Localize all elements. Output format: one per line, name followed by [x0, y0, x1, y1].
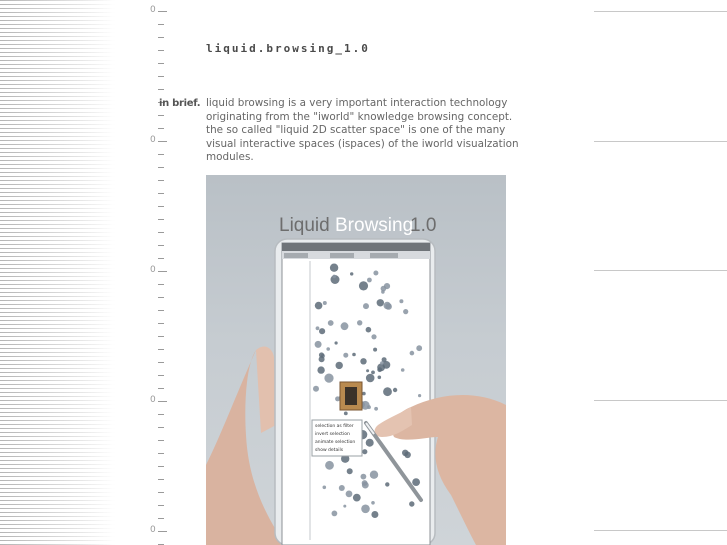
scatter-dot	[416, 345, 422, 351]
context-menu-item: invert selection	[315, 432, 350, 437]
logo-liquid: Liquid	[279, 215, 330, 236]
scatter-dot	[332, 511, 338, 517]
scatter-dot	[319, 328, 325, 334]
device-select	[284, 253, 308, 258]
scatter-dot	[325, 461, 334, 470]
scatter-dot	[361, 505, 370, 514]
scatter-dot	[371, 501, 375, 505]
scatter-dot	[323, 486, 327, 490]
scatter-dot	[393, 388, 397, 392]
scatter-dot	[328, 320, 334, 326]
brief-text	[206, 97, 526, 165]
scatter-dot	[373, 348, 377, 352]
ruler-tick	[158, 128, 164, 129]
scatter-dot	[350, 272, 353, 275]
scatter-dot	[381, 290, 385, 294]
scatter-dot	[363, 303, 369, 309]
ruler-tick	[158, 336, 164, 337]
ruler-tick	[158, 349, 164, 350]
scatter-dot	[366, 327, 372, 333]
ruler-tick	[158, 115, 164, 116]
ruler-tick	[158, 401, 167, 402]
ruler-tick	[158, 167, 164, 168]
scatter-dot	[371, 334, 376, 339]
scatter-dot	[367, 278, 372, 283]
scatter-dot	[399, 299, 403, 303]
ruler-zero-label: 0	[150, 525, 156, 535]
ruler-zero-label: 0	[150, 265, 156, 275]
ruler-tick	[158, 37, 164, 38]
scatter-dot	[383, 387, 392, 396]
ruler-tick	[158, 284, 164, 285]
scatter-dot	[323, 301, 327, 305]
scatter-dot	[409, 501, 414, 506]
scatter-dot	[366, 439, 374, 447]
context-menu-item: selection as filter	[315, 424, 354, 429]
scatter-dot	[366, 374, 375, 383]
scatter-dot	[374, 407, 378, 411]
ruler-tick	[158, 518, 164, 519]
scatter-dot	[313, 386, 319, 392]
scatter-dot	[357, 320, 362, 325]
ruler-tick	[158, 206, 164, 207]
logo-browsing: Browsing	[335, 215, 414, 236]
ruler-tick	[158, 63, 164, 64]
brief-line: modules.	[206, 151, 254, 164]
ruler-tick	[158, 375, 164, 376]
scatter-dot	[362, 480, 368, 486]
scatter-dot	[343, 353, 348, 358]
scatter-dot	[319, 352, 324, 357]
scatter-dot	[377, 299, 384, 306]
brief-line: originating from the "iworld" knowledge browsing concept.	[206, 110, 513, 123]
vertical-ruler	[145, 0, 170, 545]
brief-line: the so called "liquid 2D scatter space" is one of the many	[206, 124, 506, 137]
ruler-zero-label: 0	[150, 135, 156, 145]
device-tabbar	[282, 243, 430, 251]
right-rule-line	[594, 141, 727, 142]
scatter-dot	[378, 376, 382, 380]
scatter-dot	[315, 341, 322, 348]
scatter-dot	[359, 281, 368, 290]
scatter-dot	[370, 471, 378, 479]
scatter-dot	[326, 347, 330, 351]
scatter-dot	[382, 357, 387, 362]
right-rule-line	[594, 530, 727, 531]
scatter-dot	[315, 302, 323, 310]
scatter-dot	[324, 374, 333, 383]
scatter-dot	[371, 371, 375, 375]
brief-line: liquid browsing is a very important interaction technology	[206, 97, 508, 109]
brief-label: in brief.	[159, 98, 201, 109]
left-thumb	[256, 346, 276, 433]
ruler-tick	[158, 24, 164, 25]
ruler-tick	[158, 219, 164, 220]
device-select	[330, 253, 354, 258]
scatter-dot	[401, 368, 405, 372]
ruler-tick	[158, 505, 164, 506]
left-stripe-decoration	[0, 0, 115, 545]
scatter-dot	[336, 362, 343, 369]
scatter-dot	[412, 478, 420, 486]
scatter-dot	[362, 449, 367, 454]
logo-version: 1.0	[410, 215, 437, 236]
scatter-dot	[353, 494, 361, 502]
scatter-dot	[404, 452, 411, 459]
ruler-tick	[158, 297, 164, 298]
ruler-tick	[158, 531, 167, 532]
scatter-dot	[371, 511, 378, 518]
scatter-dot	[360, 358, 366, 364]
scatter-dot	[366, 369, 369, 372]
scatter-dot	[335, 341, 338, 344]
ruler-tick	[158, 323, 164, 324]
scatter-dot	[362, 392, 366, 396]
context-menu-item: show details	[315, 448, 344, 453]
ruler-tick	[158, 362, 164, 363]
ruler-tick	[158, 11, 167, 12]
device-select	[370, 253, 398, 258]
ruler-tick	[158, 89, 164, 90]
device-illustration	[206, 175, 506, 545]
context-menu-item: animate selection	[315, 440, 356, 445]
ruler-tick	[158, 232, 164, 233]
right-rule-line	[594, 11, 727, 12]
scatter-dot	[385, 482, 389, 486]
scatter-dot	[403, 309, 408, 314]
ruler-tick	[158, 193, 164, 194]
page-title: liquid.browsing_1.0	[206, 42, 370, 55]
scatter-dot	[373, 271, 378, 276]
scatter-dot	[343, 505, 346, 508]
scatter-dot	[361, 474, 367, 480]
ruler-tick	[158, 76, 164, 77]
right-rule-line	[594, 400, 727, 401]
ruler-tick	[158, 245, 164, 246]
ruler-tick	[158, 414, 164, 415]
ruler-tick	[158, 258, 164, 259]
selected-item-figure	[345, 387, 357, 405]
right-rule-line	[594, 270, 727, 271]
scatter-dot	[410, 351, 415, 356]
ruler-tick	[158, 310, 164, 311]
scatter-dot	[317, 366, 324, 373]
scatter-dot	[332, 275, 336, 279]
scatter-dot	[344, 412, 348, 416]
ruler-tick	[158, 427, 164, 428]
ruler-zero-label: 0	[150, 395, 156, 405]
scatter-dot	[346, 491, 353, 498]
scatter-dot	[384, 302, 391, 309]
scatter-dot	[352, 353, 356, 357]
ruler-zero-label: 0	[150, 5, 156, 15]
ruler-tick	[158, 466, 164, 467]
scatter-dot	[316, 326, 320, 330]
ruler-tick	[158, 453, 164, 454]
ruler-tick	[158, 492, 164, 493]
ruler-tick	[158, 440, 164, 441]
ruler-tick	[158, 479, 164, 480]
scatter-dot	[341, 322, 349, 330]
ruler-tick	[158, 50, 164, 51]
scatter-dot	[383, 361, 391, 369]
ruler-tick	[158, 388, 164, 389]
ruler-tick	[158, 154, 164, 155]
product-photo	[206, 175, 506, 545]
ruler-tick	[158, 271, 167, 272]
scatter-dot	[330, 264, 338, 272]
scatter-dot	[339, 485, 345, 491]
ruler-tick	[158, 180, 164, 181]
scatter-dot	[347, 468, 353, 474]
brief-line: visual interactive spaces (ispaces) of the iworld visualzation	[206, 137, 519, 150]
ruler-tick	[158, 141, 167, 142]
scatter-dot	[418, 394, 421, 397]
